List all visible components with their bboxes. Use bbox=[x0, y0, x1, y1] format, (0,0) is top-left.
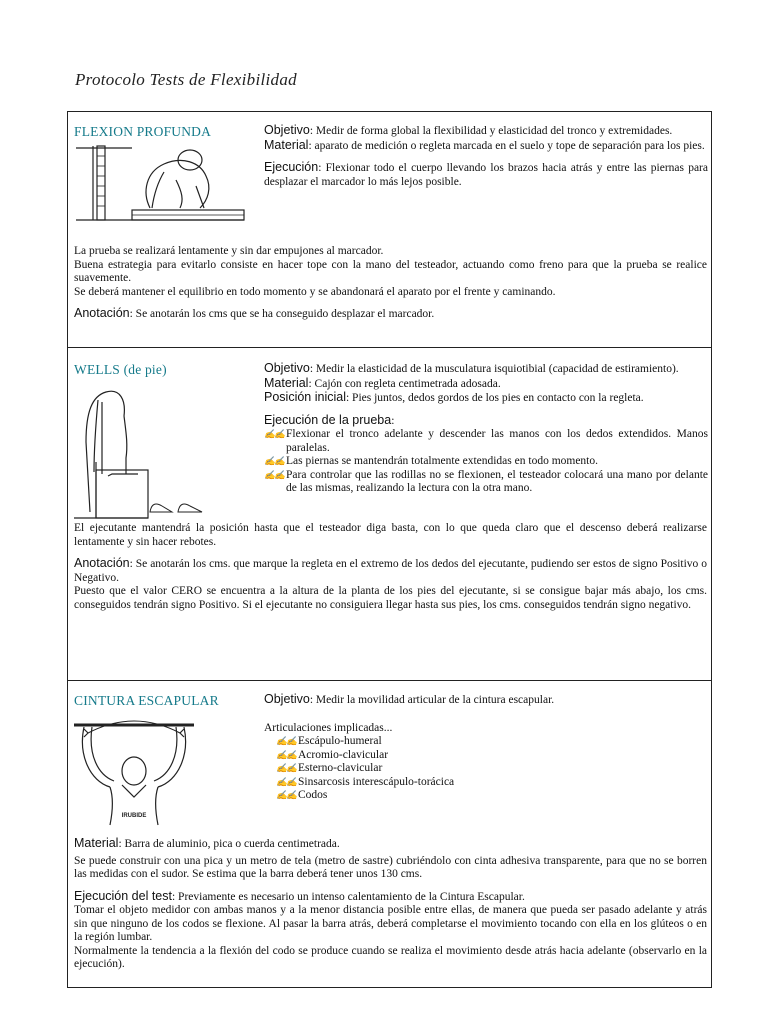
list-item: ✍✍ Escápulo-humeral bbox=[276, 735, 382, 747]
objetivo-label: Objetivo bbox=[264, 361, 310, 375]
note-paragraph: Normalmente la tendencia a la flexión del codo se produce cuando se realiza el movimiento desde atrás hacia adelante (observarlo en la ejecución). bbox=[74, 944, 707, 970]
wells-illustration bbox=[72, 382, 212, 522]
section1-description bbox=[264, 124, 708, 189]
list-item: ✍✍ Flexionar el tronco adelante y descender las manos con los dedos extendidos. Manos paralelas. bbox=[264, 428, 708, 454]
bullet-icon: ✍✍ bbox=[276, 790, 297, 800]
note-paragraph: El ejecutante mantendrá la posición hasta que el testeador diga basta, con lo que queda claro que el descenso deberá realizarse lentamente y sin hacer rebotes. bbox=[74, 522, 707, 548]
note-paragraph: Puesto que el valor CERO se encuentra a la altura de la planta de los pies del ejecutante, si se consigue bajar más abajo, los cms. conseguidos tendrán signo Positivo. Si el ejecutante no consiguiera llegar hasta sus pies, los cms. conseguidos tendrán signo negativo. bbox=[74, 585, 707, 611]
ejecucion-text: : Flexionar todo el cuerpo llevando los brazos hacia atrás y entre las piernas para desplazar el marcador lo más lejos posible. bbox=[264, 162, 708, 188]
list-item: ✍✍ Acromio-clavicular bbox=[276, 748, 389, 761]
posicion-label: Posición inicial bbox=[264, 390, 346, 404]
objetivo-text: : Medir la elasticidad de la musculatura isquiotibial (capacidad de estiramiento). bbox=[309, 363, 679, 375]
note-paragraph: Se puede construir con una pica y un metro de tela (metro de sastre) cubriéndolo con cinta adhesiva transparente, para que no se borren las medidas con el sudor. Se estima que la barra deberá tener unos 130 cms. bbox=[74, 854, 707, 880]
ejecucion-bullets bbox=[264, 428, 708, 496]
bullet-icon: ✍✍ bbox=[264, 456, 285, 466]
objetivo-text: : Medir la movilidad articular de la cintura escapular. bbox=[309, 694, 555, 706]
bullet-icon: ✍✍ bbox=[276, 763, 297, 773]
bullet-icon: ✍✍ bbox=[276, 776, 297, 787]
material-text: : Barra de aluminio, pica o cuerda centimetrada. bbox=[118, 838, 340, 850]
ejecucion-text: : bbox=[391, 414, 395, 427]
material-label: Material bbox=[264, 137, 309, 152]
section-title: WELLS (de pie) bbox=[74, 362, 167, 377]
ejecucion-label: Ejecución bbox=[264, 160, 319, 174]
material-text: : Cajón con regleta centimetrada adosada. bbox=[308, 377, 501, 390]
section-title: CINTURA ESCAPULAR bbox=[74, 693, 219, 708]
bullet-icon: ✍✍ bbox=[276, 736, 297, 746]
list-item: ✍✍ Sinsarcosis interescápulo-torácica bbox=[276, 775, 455, 788]
shirt-label: IRUBIDE bbox=[121, 813, 147, 819]
ejecucion-label: Ejecución del test bbox=[74, 888, 172, 903]
section3-description bbox=[264, 693, 708, 803]
material-label: Material bbox=[264, 375, 309, 390]
bullet-icon: ✍✍ bbox=[276, 749, 297, 760]
posicion-text: : Pies juntos, dedos gordos de los pies en contacto con la regleta. bbox=[345, 392, 644, 404]
section2-notes bbox=[74, 522, 707, 612]
protocol-table bbox=[67, 111, 712, 988]
flexion-illustration bbox=[72, 142, 248, 226]
section-wells bbox=[68, 348, 711, 681]
ejecucion-text: : Previamente es necesario un intenso calentamiento de la Cintura Escapular. bbox=[171, 890, 525, 903]
articulaciones-intro: Articulaciones implicadas... bbox=[264, 721, 393, 734]
section-cintura-escapular bbox=[68, 681, 711, 988]
material-text: : aparato de medición o regleta marcada en el suelo y tope de separación para los pies. bbox=[308, 139, 705, 152]
list-item: ✍✍ Codos bbox=[276, 789, 328, 801]
bullet-icon: ✍✍ bbox=[264, 429, 285, 439]
list-item: ✍✍ Las piernas se mantendrán totalmente extendidas en todo momento. bbox=[264, 455, 599, 467]
list-item: ✍✍ Esterno-clavicular bbox=[276, 762, 383, 774]
anotacion-label: Anotación bbox=[74, 556, 130, 570]
list-item: ✍✍ Para controlar que las rodillas no se flexionen, el testeador colocará una mano por delante de las mismas, realizando la lectura con la otra mano. bbox=[264, 468, 708, 494]
objetivo-label: Objetivo bbox=[264, 692, 310, 706]
section3-notes bbox=[74, 837, 707, 972]
page-title: Protocolo Tests de Flexibilidad bbox=[75, 70, 297, 89]
material-label: Material bbox=[74, 836, 119, 850]
note-paragraph: Se deberá mantener el equilibrio en todo momento y se abandonará el aparato por el frente y caminando. bbox=[74, 285, 556, 298]
section1-notes bbox=[74, 245, 707, 322]
section-title: FLEXION PROFUNDA bbox=[74, 124, 212, 139]
objetivo-label: Objetivo bbox=[264, 123, 310, 137]
articulaciones-list bbox=[264, 735, 708, 803]
anotacion-text: : Se anotarán los cms que se ha conseguido desplazar el marcador. bbox=[129, 308, 435, 320]
anotacion-text: : Se anotarán los cms. que marque la regleta en el extremo de los dedos del ejecutante, pudiendo ser estos de signo Positivo o Negativo. bbox=[74, 558, 707, 584]
note-paragraph: La prueba se realizará lentamente y sin dar empujones al marcador. bbox=[74, 245, 384, 257]
note-paragraph: Tomar el objeto medidor con ambas manos y a la menor distancia posible entre ellas, de manera que pueda ser pasado adelante y atrás sin que ninguno de los codos se flexione. Al pasar la barra atrás, deberá completarse el movimiento tocando con ella en los glúteos o en la región lumbar. bbox=[74, 904, 707, 943]
anotacion-label: Anotación bbox=[74, 306, 130, 320]
escapular-illustration bbox=[70, 715, 200, 827]
bullet-icon: ✍✍ bbox=[264, 469, 285, 480]
ejecucion-label: Ejecución de la prueba bbox=[264, 412, 392, 427]
objetivo-text: : Medir de forma global la flexibilidad y elasticidad del tronco y extremidades. bbox=[309, 125, 673, 137]
note-paragraph: Buena estrategia para evitarlo consiste en hacer tope con la mano del testeador, actuando como freno para que la prueba se realice suavemente. bbox=[74, 258, 707, 284]
section2-description bbox=[264, 362, 708, 496]
section-flexion-profunda bbox=[68, 112, 711, 348]
